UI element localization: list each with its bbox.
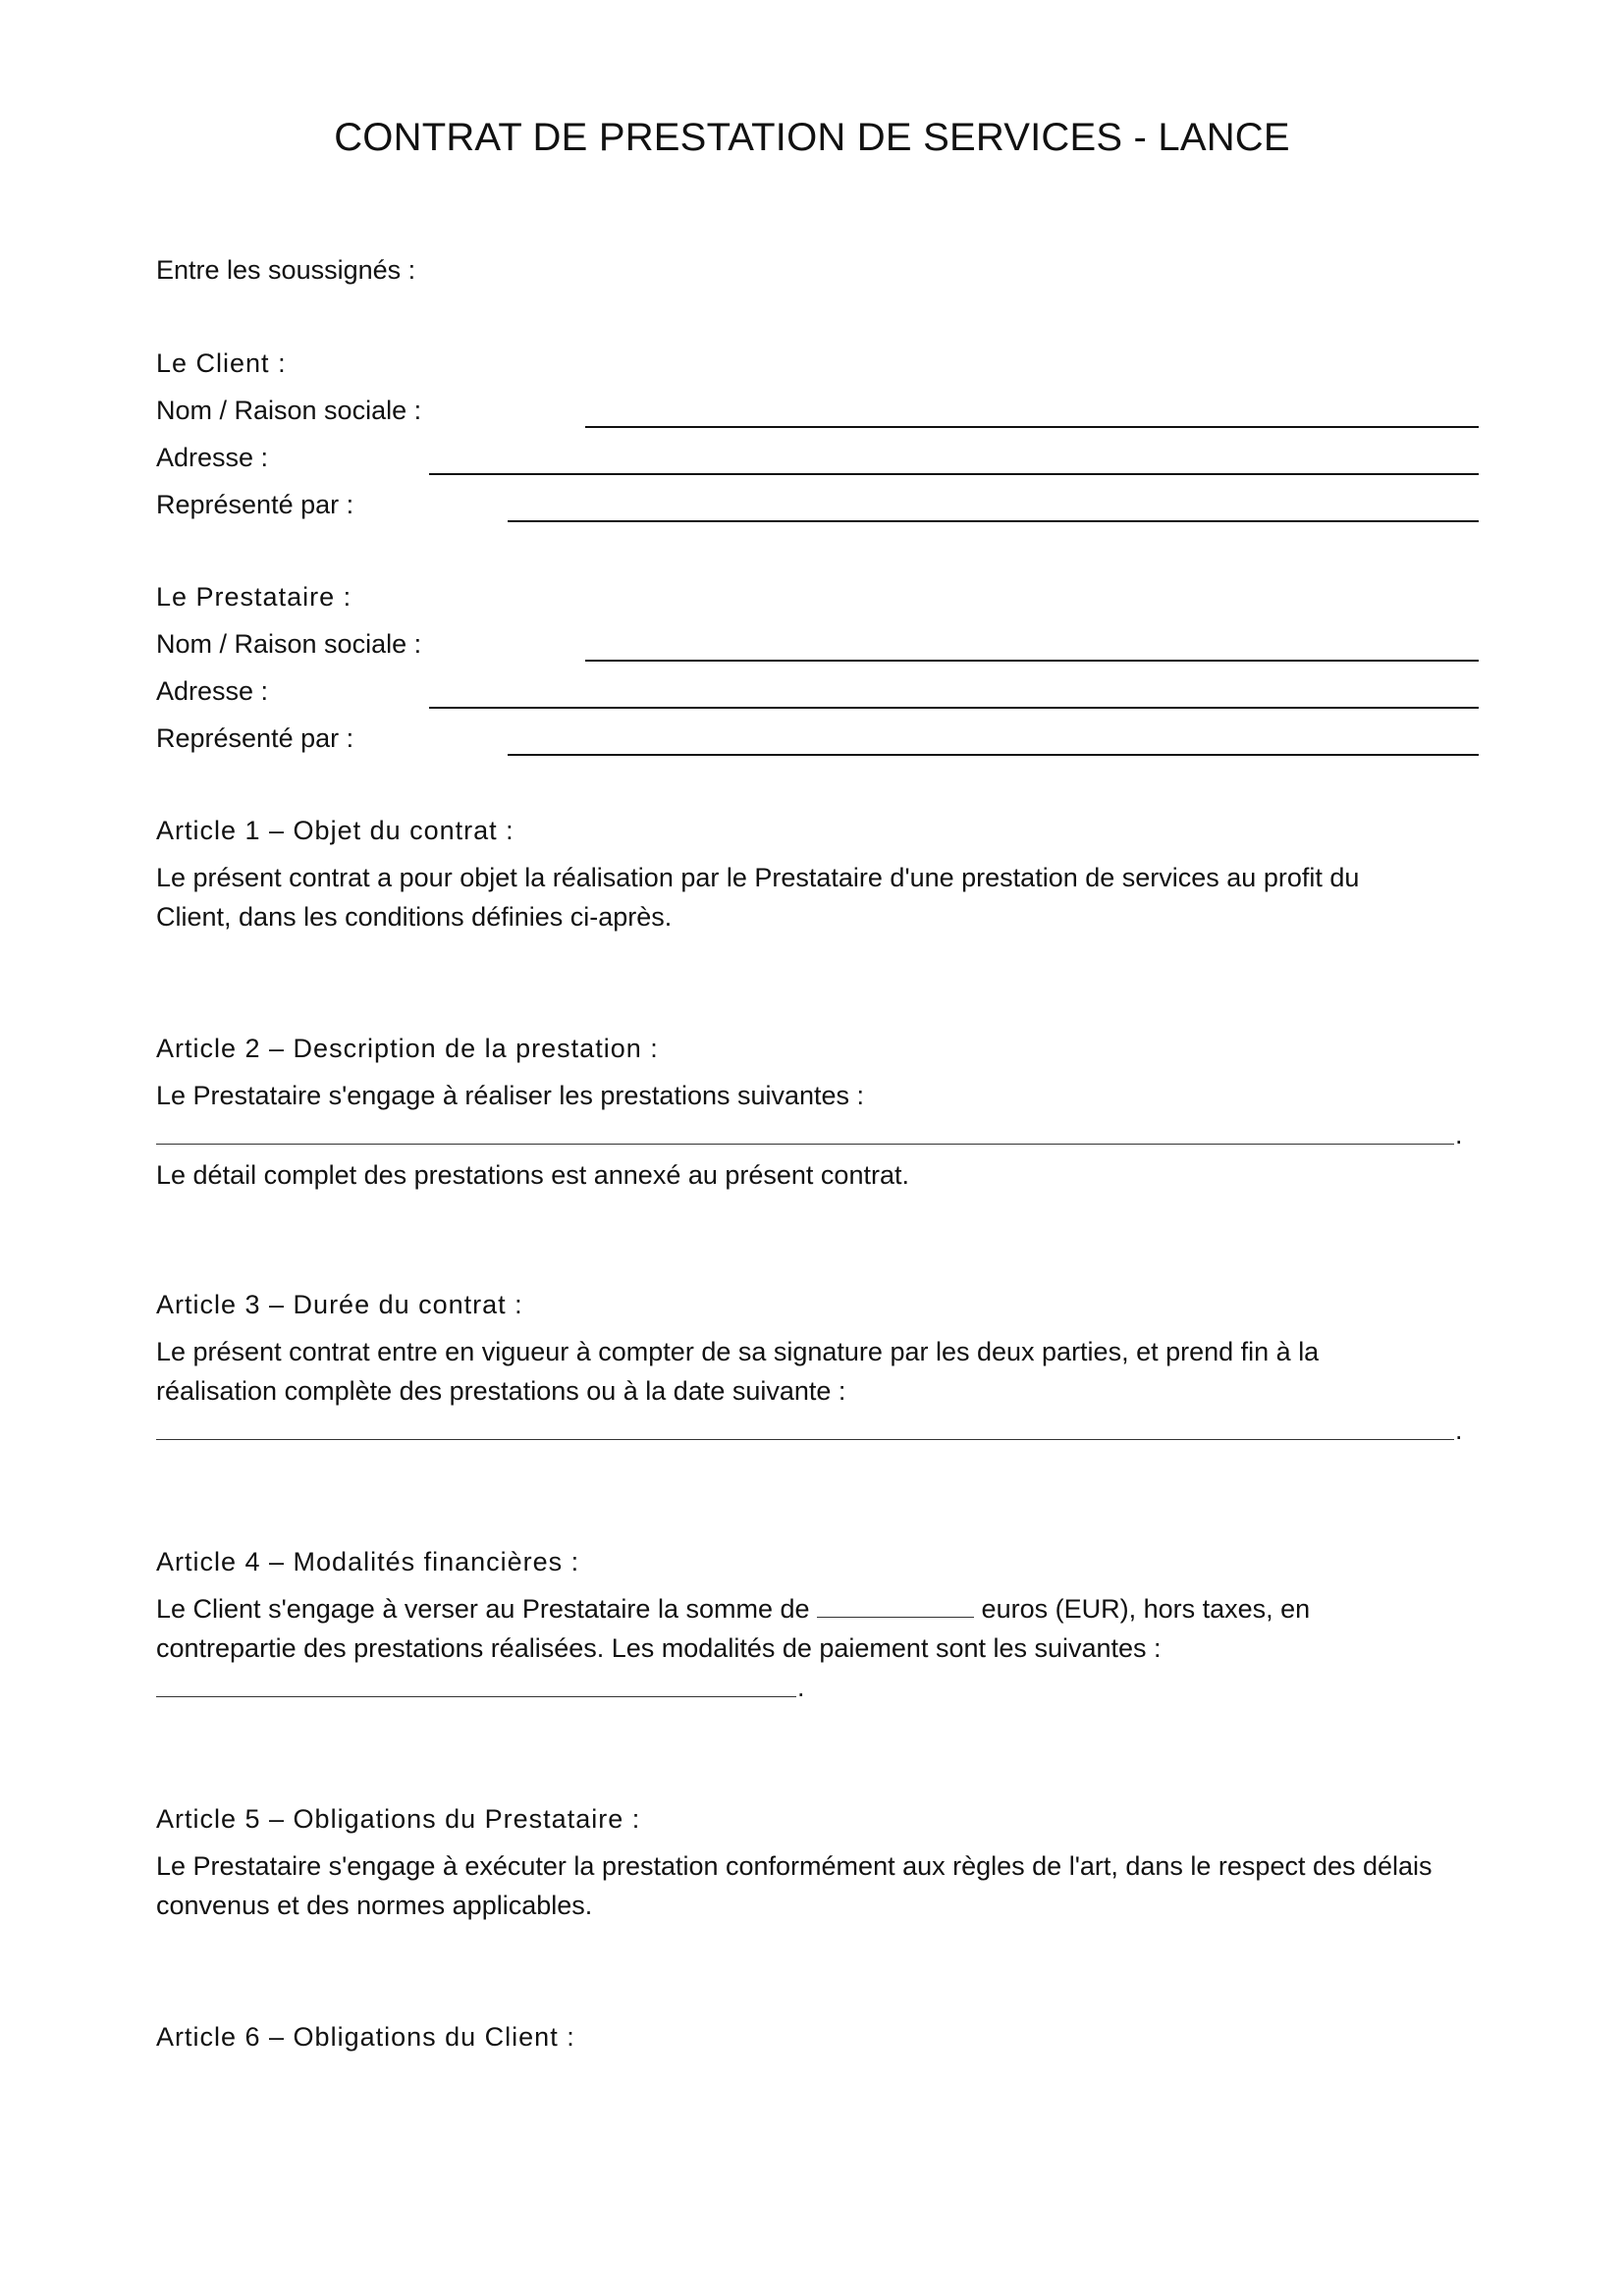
article5-line2: convenus et des normes applicables. <box>156 1891 593 1920</box>
article1-line2: Client, dans les conditions définies ci-après. <box>156 902 673 932</box>
client-represented-field[interactable] <box>508 520 1479 522</box>
article2-line1: Le Prestataire s'engage à réaliser les prestations suivantes : <box>156 1081 865 1110</box>
article4-line1 <box>156 1589 1310 1629</box>
provider-name-field[interactable] <box>585 660 1479 662</box>
article3-heading: Article 3 – Durée du contrat : <box>156 1290 523 1319</box>
article4-fill-line[interactable] <box>156 1696 796 1697</box>
article1-line1: Le présent contrat a pour objet la réalisation par le Prestataire d'une prestation de services au profit du <box>156 863 1360 892</box>
provider-represented-label: Représenté par : <box>156 723 354 753</box>
article4-line-end: . <box>797 1673 805 1702</box>
provider-address-label: Adresse : <box>156 676 269 706</box>
article1-heading: Article 1 – Objet du contrat : <box>156 816 514 845</box>
article3-fill-line[interactable] <box>156 1439 1454 1440</box>
article4-line1-after: euros (EUR), hors taxes, en <box>981 1594 1311 1624</box>
article4-line1-before: Le Client s'engage à verser au Prestataire la somme de <box>156 1594 810 1624</box>
provider-address-field[interactable] <box>429 707 1479 709</box>
article5-heading: Article 5 – Obligations du Prestataire : <box>156 1804 641 1834</box>
article4-amount-field[interactable] <box>817 1595 974 1618</box>
intro-text: Entre les soussignés : <box>156 255 416 285</box>
client-represented-label: Représenté par : <box>156 490 354 519</box>
article4-heading: Article 4 – Modalités financières : <box>156 1547 580 1576</box>
article2-line3: Le détail complet des prestations est annexé au présent contrat. <box>156 1160 909 1190</box>
article3-line2: réalisation complète des prestations ou à la date suivante : <box>156 1376 846 1406</box>
article4-line2: contrepartie des prestations réalisées. Les modalités de paiement sont les suivantes : <box>156 1633 1162 1663</box>
article2-fill-line[interactable] <box>156 1144 1454 1145</box>
article3-line1: Le présent contrat entre en vigueur à compter de sa signature par les deux parties, et prend fin à la <box>156 1337 1320 1366</box>
client-heading: Le Client : <box>156 348 287 378</box>
client-name-label: Nom / Raison sociale : <box>156 396 422 425</box>
provider-name-label: Nom / Raison sociale : <box>156 629 422 659</box>
article6-heading: Article 6 – Obligations du Client : <box>156 2022 575 2052</box>
client-name-field[interactable] <box>585 426 1479 428</box>
article3-line-end: . <box>1455 1415 1463 1445</box>
provider-heading: Le Prestataire : <box>156 582 352 612</box>
article5-line1: Le Prestataire s'engage à exécuter la prestation conformément aux règles de l'art, dans le respect des délais <box>156 1851 1433 1881</box>
client-address-field[interactable] <box>429 473 1479 475</box>
document-title: CONTRAT DE PRESTATION DE SERVICES - LANCE <box>334 116 1290 159</box>
client-address-label: Adresse : <box>156 443 269 472</box>
article2-line-end: . <box>1455 1120 1463 1149</box>
article2-heading: Article 2 – Description de la prestation : <box>156 1034 659 1063</box>
provider-represented-field[interactable] <box>508 754 1479 756</box>
